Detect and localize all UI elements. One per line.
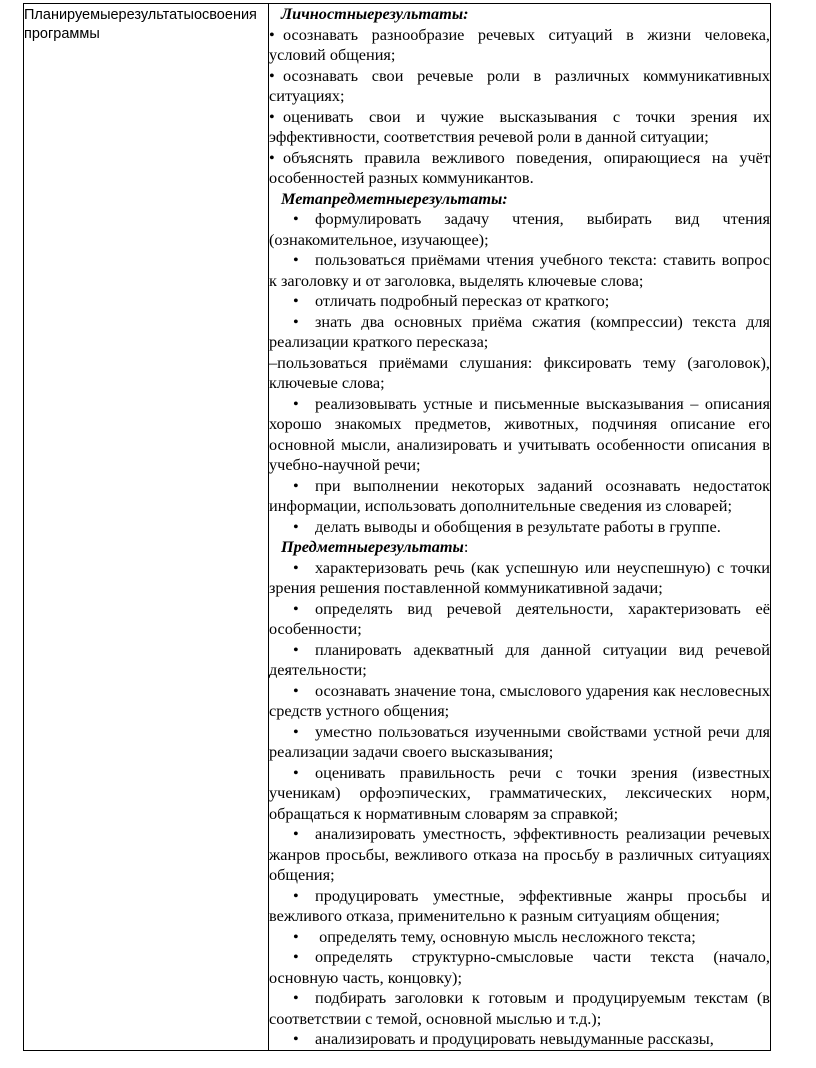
- bullet-icon: •: [293, 598, 299, 618]
- section-heading: [269, 4, 770, 25]
- list-item-text: планировать адекватный для данной ситуации вид речевой деятельности;: [269, 639, 770, 679]
- list-item-text: определять тему, основную мысль несложного текста;: [315, 926, 696, 946]
- bullet-icon: •: [293, 291, 299, 310]
- bullet-icon: •: [293, 762, 299, 782]
- list-item-text: знать два основных приёма сжатия (компрессии) текста для реализации краткого пересказа;: [269, 311, 770, 351]
- bullet-icon: •: [293, 947, 299, 966]
- list-item: [269, 599, 770, 640]
- bullet-icon: •: [269, 24, 275, 44]
- list-item-text: осознавать разнообразие речевых ситуаций в жизни человека, условий общения;: [269, 24, 770, 64]
- bullet-icon: •: [293, 393, 299, 413]
- bullet-icon: •: [293, 1029, 299, 1048]
- list-item-text: оценивать свои и чужие высказывания с точки зрения их эффективности, соответствия речевой роли в данной ситуации;: [269, 106, 770, 146]
- list-item: [269, 640, 770, 681]
- list-item: [269, 886, 770, 927]
- bullet-icon: •: [293, 988, 299, 1007]
- list-item-text: объяснять правила вежливого поведения, опирающиеся на учёт особенностей разных коммуникантов.: [269, 147, 770, 187]
- list-item: [269, 681, 770, 722]
- bullet-icon: •: [293, 209, 299, 228]
- list-item-text: продуцировать уместные, эффективные жанры просьбы и вежливого отказа, применительно к разным ситуациям общения;: [269, 885, 770, 925]
- section-heading-text: Личностныерезультаты:: [281, 4, 469, 23]
- bullet-icon: •: [269, 106, 275, 126]
- list-item: [269, 558, 770, 599]
- bullet-icon: •: [293, 639, 299, 659]
- table-cell-left: [24, 4, 269, 1051]
- list-item-text: формулировать задачу чтения, выбирать вид чтения (ознакомительное, изучающее);: [269, 209, 770, 249]
- list-item: [269, 927, 770, 948]
- list-item-text: определять структурно-смысловые части текста (начало, основную часть, концовку);: [269, 947, 770, 987]
- list-item-text: реализовывать устные и письменные высказывания – описания хорошо знакомых предметов, животных, подчиняя описание его основной мысли, анализировать и учитывать особенности описания в учебно-научной речи;: [269, 393, 770, 474]
- list-item: [269, 250, 770, 291]
- list-item: [269, 517, 770, 538]
- left-cell-text: Планируемыерезультатыосвоения программы: [24, 7, 257, 42]
- list-item-text: подбирать заголовки к готовым и продуцируемым текстам (в соответствии с темой, основной мыслью и т.д.);: [269, 988, 770, 1028]
- list-item-text: делать выводы и обобщения в результате работы в группе.: [315, 516, 721, 536]
- bullet-icon: •: [293, 516, 299, 536]
- list-item: [269, 291, 770, 312]
- section-heading-text: Метапредметныерезультаты:: [281, 188, 508, 208]
- list-item-text: осознавать значение тона, смыслового ударения как несловесных средств устного общения;: [269, 680, 770, 720]
- list-item-text: анализировать уместность, эффективность реализации речевых жанров просьбы, вежливого отказа на просьбу в различных ситуациях общения;: [269, 824, 770, 884]
- results-table: [23, 3, 771, 1051]
- list-item-text: анализировать и продуцировать невыдуманные рассказы,: [315, 1029, 714, 1048]
- list-item: [269, 1029, 770, 1050]
- list-item: [269, 476, 770, 517]
- section-heading: [269, 189, 770, 210]
- table-cell-right: [269, 4, 771, 1051]
- list-item-text: отличать подробный пересказ от краткого;: [315, 291, 610, 310]
- bullet-icon: •: [293, 824, 299, 843]
- list-item: [269, 66, 770, 107]
- bullet-icon: •: [293, 250, 299, 269]
- bullet-icon: •: [293, 475, 299, 495]
- section-heading-text: Предметныерезультаты: [281, 537, 464, 556]
- section-heading: [269, 537, 770, 558]
- results-content: [269, 4, 770, 1050]
- list-item: [269, 353, 770, 394]
- list-item: [269, 947, 770, 988]
- list-item-text: уместно пользоваться изученными свойствами устной речи для реализации задачи своего высказывания;: [269, 721, 770, 761]
- list-item-text: пользоваться приёмами чтения учебного текста: ставить вопрос к заголовку и от заголовка, выделять ключевые слова;: [269, 250, 770, 290]
- bullet-icon: •: [293, 557, 299, 577]
- section-heading-colon: :: [463, 537, 469, 556]
- bullet-icon: •: [293, 926, 299, 946]
- list-item: [269, 25, 770, 66]
- bullet-icon: •: [293, 721, 299, 741]
- list-item-text: осознавать свои речевые роли в различных коммуникативных ситуациях;: [269, 65, 770, 105]
- bullet-icon: •: [269, 147, 275, 167]
- list-item: [269, 394, 770, 476]
- bullet-icon: •: [269, 65, 275, 85]
- list-item-text: определять вид речевой деятельности, характеризовать её особенности;: [269, 598, 770, 638]
- bullet-icon: •: [293, 680, 299, 700]
- list-item: [269, 988, 770, 1029]
- list-item: [269, 722, 770, 763]
- list-item: [269, 763, 770, 825]
- list-item: [269, 824, 770, 886]
- bullet-icon: •: [293, 885, 299, 905]
- list-item-text: характеризовать речь (как успешную или неуспешную) с точки зрения решения поставленной коммуникативной задачи;: [269, 557, 770, 597]
- list-item: [269, 148, 770, 189]
- list-item: [269, 107, 770, 148]
- list-item: [269, 209, 770, 250]
- list-item-text: оценивать правильность речи с точки зрения (известных ученикам) орфоэпических, грамматических, лексических норм, обращаться к нормативным словарям за справкой;: [269, 762, 770, 823]
- table-row: [24, 4, 771, 1051]
- list-item-text: –пользоваться приёмами слушания: фиксировать тему (заголовок), ключевые слова;: [269, 352, 770, 392]
- list-item-text: при выполнении некоторых заданий осознавать недостаток информации, использовать дополнительные сведения из словарей;: [269, 475, 770, 515]
- bullet-icon: •: [293, 311, 299, 331]
- list-item: [269, 312, 770, 353]
